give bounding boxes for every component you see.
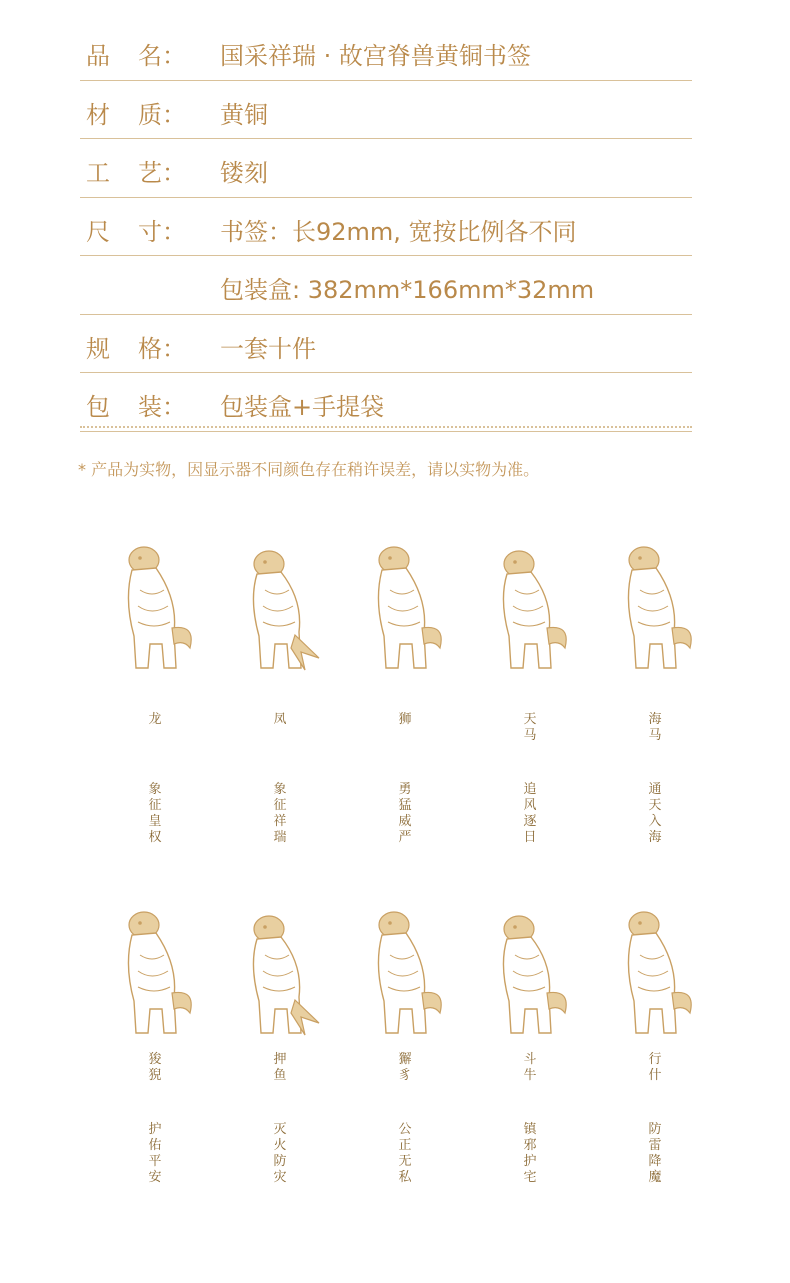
disclaimer-note: * 产品为实物，因显示器不同颜色存在稍许误差，请以实物为准。 <box>78 460 540 479</box>
beast-motto: 公正无私 <box>398 1122 412 1185</box>
label-char: 格： <box>138 334 186 363</box>
beast-figure-image <box>110 540 200 680</box>
spec-value: 包装盒+手提袋 <box>220 393 385 421</box>
label-char: 名： <box>138 42 186 70</box>
spec-value: 一套十件 <box>220 334 316 363</box>
beast-motto: 象征皇权 <box>148 782 162 845</box>
spec-row-craft <box>80 139 692 198</box>
dotted-divider <box>80 426 692 428</box>
beast-name: 龙 <box>148 712 162 727</box>
label-char: 尺 <box>86 217 110 246</box>
spec-value: 国采祥瑞 · 故宫脊兽黄铜书签 <box>220 42 531 70</box>
beast-figure-image <box>485 540 575 680</box>
beast-name: 獬豸 <box>398 1052 412 1083</box>
beast-motto: 镇邪护宅 <box>523 1122 537 1185</box>
beast-name: 海马 <box>648 712 662 743</box>
spec-row-spec <box>80 315 692 374</box>
spec-value: 黄铜 <box>220 100 268 129</box>
beast-figure-image <box>610 540 700 680</box>
beast-motto: 防雷降魔 <box>648 1122 662 1185</box>
spec-row-name <box>80 22 692 81</box>
label-char: 材 <box>86 100 110 129</box>
beast-name: 押鱼 <box>273 1052 287 1083</box>
spec-row-size <box>80 198 692 257</box>
beast-figure-image <box>485 905 575 1045</box>
label-char: 装： <box>138 393 186 421</box>
spec-value: 镂刻 <box>220 159 268 187</box>
beast-figure-image <box>235 905 325 1045</box>
beast-name: 狻猊 <box>148 1052 162 1083</box>
label-char: 规 <box>86 334 110 363</box>
beast-figure-image <box>110 905 200 1045</box>
beast-motto: 象征祥瑞 <box>273 782 287 845</box>
label-char: 艺： <box>138 159 186 187</box>
beast-motto: 追风逐日 <box>523 782 537 845</box>
spec-row-material <box>80 81 692 140</box>
beast-motto: 通天入海 <box>648 782 662 845</box>
spec-row-package <box>80 373 692 432</box>
label-char: 包 <box>86 393 110 421</box>
beast-name: 凤 <box>273 712 287 727</box>
label-char: 质： <box>138 100 186 129</box>
beast-motto: 灭火防灾 <box>273 1122 287 1185</box>
beast-name: 狮 <box>398 712 412 727</box>
label-char: 寸： <box>138 217 186 246</box>
beast-figure-image <box>235 540 325 680</box>
beast-figure-image <box>360 540 450 680</box>
beast-name: 天马 <box>523 712 537 743</box>
beast-figure-image <box>610 905 700 1045</box>
beast-figure-image <box>360 905 450 1045</box>
spec-value: 书签：长92mm, 宽按比例各不同 <box>220 217 577 246</box>
beast-name: 斗牛 <box>523 1052 537 1083</box>
beast-motto: 勇猛威严 <box>398 782 412 845</box>
beast-name: 行什 <box>648 1052 662 1083</box>
spec-row-box-size <box>80 256 692 315</box>
beast-motto: 护佑平安 <box>148 1122 162 1185</box>
label-char: 品 <box>86 42 110 70</box>
spec-value: 包装盒: 382mm*166mm*32mm <box>220 276 595 304</box>
label-char: 工 <box>86 159 110 187</box>
spec-table <box>80 22 692 432</box>
